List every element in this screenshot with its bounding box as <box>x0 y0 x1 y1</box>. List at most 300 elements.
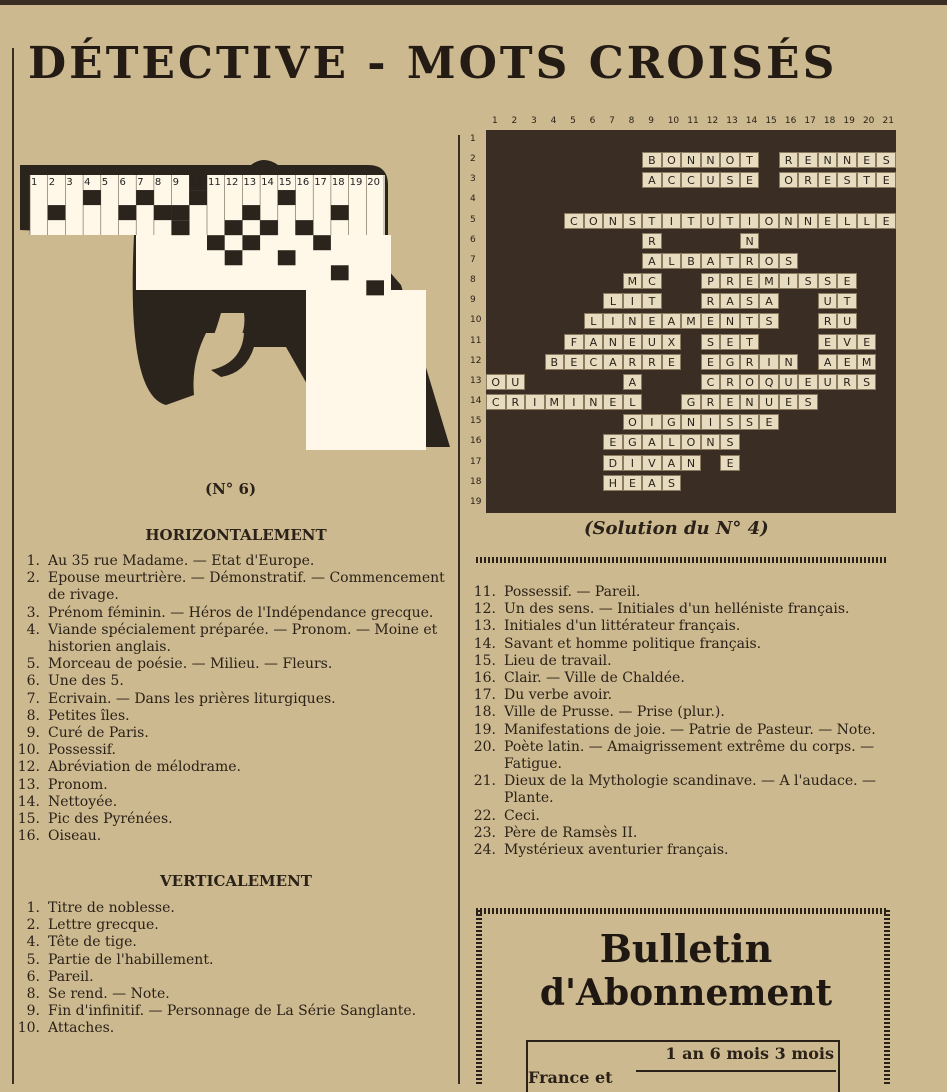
solution-letter-cell: E <box>642 313 662 329</box>
solution-letter-cell: N <box>603 213 623 229</box>
solution-letter-cell: O <box>779 172 799 188</box>
solution-letter-cell: R <box>506 394 526 410</box>
solution-letter-cell: N <box>779 354 799 370</box>
solution-word <box>701 334 760 351</box>
clue-text: Viande spécialement préparée. — Pronom. — Moine et historien anglais. <box>48 621 438 656</box>
solution-letter-cell: I <box>701 414 721 430</box>
solution-column-number: 14 <box>745 116 758 126</box>
solution-column-number: 19 <box>843 116 855 126</box>
vertical-clues <box>10 900 450 1038</box>
solution-word <box>701 273 857 290</box>
solution-letter-cell: E <box>701 313 721 329</box>
clue-item <box>10 759 450 776</box>
clue-item <box>466 842 896 859</box>
pistol-black-cell <box>313 235 331 250</box>
solution-row-number: 15 <box>470 416 482 427</box>
solution-letter-cell: C <box>564 213 584 229</box>
solution-row-number: 9 <box>470 295 476 306</box>
pistol-column-number: 1 <box>31 177 38 188</box>
solution-column-number: 10 <box>667 116 680 126</box>
pistol-column-number: 20 <box>367 177 381 188</box>
clue-number: 14. <box>473 635 496 652</box>
solution-letter-cell: E <box>564 354 584 370</box>
puzzle-number: (N° 6) <box>205 480 257 498</box>
pistol-black-cell <box>242 205 260 220</box>
solution-letter-cell: M <box>623 273 643 289</box>
solution-letter-cell: S <box>759 313 779 329</box>
clue-number: 9. <box>26 725 40 742</box>
solution-letter-cell: I <box>662 213 682 229</box>
clue-text: Ville de Prusse. — Prise (plur.). <box>504 704 725 721</box>
solution-letter-cell: E <box>818 172 838 188</box>
solution-word <box>720 455 740 472</box>
solution-letter-cell: C <box>701 374 721 390</box>
solution-letter-cell: V <box>837 334 857 350</box>
solution-letter-cell: I <box>564 394 584 410</box>
clue-item <box>466 618 896 635</box>
solution-letter-cell: M <box>759 273 779 289</box>
clue-number: 2. <box>26 570 40 587</box>
clue-number: 5. <box>26 951 40 968</box>
solution-letter-cell: A <box>642 253 662 269</box>
clue-text: Du verbe avoir. <box>504 687 613 704</box>
solution-letter-cell: S <box>720 434 740 450</box>
solution-word <box>818 334 877 351</box>
clue-item <box>10 570 450 604</box>
solution-letter-cell: E <box>837 354 857 370</box>
solution-letter-cell: S <box>876 152 896 168</box>
solution-letter-cell: R <box>837 374 857 390</box>
clue-number: 23. <box>473 824 496 841</box>
clue-number: 24. <box>473 842 496 859</box>
clue-text: Possessif. — Pareil. <box>504 584 641 600</box>
pistol-column-number: 9 <box>172 177 179 188</box>
solution-letter-cell: S <box>701 334 721 350</box>
solution-letter-cell: P <box>701 273 721 289</box>
solution-letter-cell: S <box>662 475 682 491</box>
solution-letter-cell: S <box>720 172 740 188</box>
clue-text: Une des 5. <box>48 673 124 690</box>
dotted-divider <box>476 557 886 563</box>
solution-column-number: 18 <box>823 116 836 126</box>
solution-letter-cell: T <box>857 172 877 188</box>
clue-item <box>466 808 896 825</box>
pistol-black-cell <box>366 280 384 295</box>
solution-row-number: 11 <box>470 335 482 346</box>
bulletin-top-border <box>476 908 886 914</box>
solution-row-number: 19 <box>470 496 482 507</box>
solution-letter-cell: E <box>779 394 799 410</box>
solution-letter-cell: A <box>642 475 662 491</box>
solution-word <box>779 152 896 169</box>
solution-letter-cell: O <box>486 374 506 390</box>
solution-letter-cell: E <box>701 354 721 370</box>
clue-item <box>10 708 450 725</box>
clue-number: 8. <box>26 986 40 1003</box>
solution-column-number: 4 <box>550 116 557 126</box>
clue-text: Au 35 rue Madame. — Etat d'Europe. <box>48 553 315 569</box>
clue-item <box>466 722 896 739</box>
solution-letter-cell: N <box>798 213 818 229</box>
solution-column-number: 1 <box>492 116 498 126</box>
solution-row-number: 16 <box>470 436 482 447</box>
solution-letter-cell: E <box>720 334 740 350</box>
pistol-black-cell <box>331 205 349 220</box>
clue-text: Morceau de poésie. — Milieu. — Fleurs. <box>48 656 333 673</box>
solution-letter-cell: E <box>662 354 682 370</box>
clue-text: Ceci. <box>504 807 540 824</box>
solution-letter-cell: T <box>642 293 662 309</box>
solution-letter-cell: L <box>837 213 857 229</box>
clue-item <box>10 952 450 969</box>
solution-letter-cell: C <box>662 172 682 188</box>
solution-word <box>818 313 857 330</box>
clue-item <box>10 622 450 656</box>
pistol-black-cell <box>189 190 207 205</box>
clue-number: 13. <box>473 618 496 635</box>
clue-item <box>466 687 896 704</box>
clue-text: Manifestations de joie. — Patrie de Pasteur. — Note. <box>504 721 876 738</box>
vertical-clues-continued <box>466 584 896 859</box>
solution-letter-cell: G <box>681 394 701 410</box>
pistol-grid-cells <box>16 155 451 460</box>
pistol-column-number: 15 <box>278 177 292 188</box>
clue-item <box>10 969 450 986</box>
pistol-black-cell <box>136 190 154 205</box>
solution-letter-cell: D <box>603 455 623 471</box>
clue-number: 6. <box>26 673 40 690</box>
solution-row-number: 17 <box>470 456 482 467</box>
clue-text: Père de Ramsès II. <box>504 824 638 841</box>
solution-letter-cell: O <box>740 374 760 390</box>
clue-text: Clair. — Ville de Chaldée. <box>504 670 685 687</box>
solution-letter-cell: B <box>545 354 565 370</box>
clue-item <box>466 636 896 653</box>
solution-word <box>779 172 896 189</box>
clue-number: 7. <box>26 690 40 707</box>
pistol-column-number: 5 <box>101 177 109 188</box>
clue-number: 14. <box>17 793 40 810</box>
vertical-heading: VERTICALEMENT <box>160 872 312 890</box>
clue-text: Oiseau. <box>48 828 102 845</box>
solution-word <box>701 293 779 310</box>
solution-letter-cell: A <box>818 354 838 370</box>
solution-letter-cell: O <box>759 213 779 229</box>
clue-text: Ecrivain. — Dans les prières liturgiques. <box>48 690 336 707</box>
solution-letter-cell: U <box>818 374 838 390</box>
solution-letter-cell: S <box>837 172 857 188</box>
pistol-black-cell <box>260 220 278 235</box>
solution-row-number: 5 <box>470 214 476 225</box>
clue-number: 15. <box>473 652 496 669</box>
solution-letter-cell: E <box>603 394 623 410</box>
pistol-column-number: 3 <box>66 177 73 188</box>
clue-item <box>10 673 450 690</box>
solution-letter-cell: L <box>603 293 623 309</box>
solution-word <box>623 414 779 431</box>
clue-number: 10. <box>17 1020 40 1037</box>
solution-letter-cell: A <box>720 293 740 309</box>
clue-item <box>466 584 896 601</box>
clue-item <box>10 605 450 622</box>
solution-word <box>818 293 857 310</box>
solution-letter-cell: M <box>681 313 701 329</box>
solution-letter-cell: E <box>740 172 760 188</box>
clue-number: 12. <box>17 759 40 776</box>
pistol-black-cell <box>331 265 349 280</box>
solution-letter-cell: N <box>701 152 721 168</box>
solution-letter-cell: X <box>662 334 682 350</box>
price-table-line <box>636 1070 836 1074</box>
solution-word <box>603 455 701 472</box>
clue-number: 21. <box>473 773 496 790</box>
clue-item <box>466 825 896 842</box>
bulletin-title: Bulletin <box>599 926 773 971</box>
pistol-black-cell <box>225 220 243 235</box>
solution-letter-cell: E <box>623 334 643 350</box>
price-table <box>526 1040 840 1092</box>
solution-letter-cell: C <box>642 273 662 289</box>
clue-number: 1. <box>26 553 40 569</box>
pistol-black-cell <box>207 235 225 250</box>
clue-item <box>10 691 450 708</box>
solution-letter-cell: S <box>740 293 760 309</box>
solution-letter-cell: E <box>818 334 838 350</box>
center-column-rule <box>458 135 460 1084</box>
solution-letter-cell: I <box>603 313 623 329</box>
solution-letter-cell: N <box>584 394 604 410</box>
solution-letter-cell: C <box>584 354 604 370</box>
solution-column-number: 9 <box>648 116 654 126</box>
clue-text: Partie de l'habillement. <box>48 951 214 968</box>
solution-row-number: 6 <box>470 234 476 245</box>
solution-letter-cell: L <box>623 394 643 410</box>
solution-word <box>584 313 779 330</box>
clue-text: Se rend. — Note. <box>48 986 170 1003</box>
solution-letter-cell: L <box>857 213 877 229</box>
clue-item <box>466 653 896 670</box>
pistol-black-cell <box>172 205 190 220</box>
solution-letter-cell: Q <box>759 374 779 390</box>
solution-letter-cell: R <box>642 354 662 370</box>
solution-word <box>603 293 662 310</box>
solution-letter-cell: N <box>740 233 760 249</box>
solution-word <box>623 374 643 391</box>
solution-column-number: 3 <box>531 116 537 126</box>
solution-letter-cell: R <box>642 233 662 249</box>
solution-letter-cell: N <box>701 434 721 450</box>
solution-row-number: 2 <box>470 154 476 165</box>
solution-word <box>701 354 799 371</box>
solution-column-number: 17 <box>804 116 816 126</box>
solution-word <box>701 374 877 391</box>
solution-column-number: 16 <box>784 116 797 126</box>
solution-letter-cell: R <box>798 172 818 188</box>
solution-letter-cell: T <box>837 293 857 309</box>
solution-row-number: 1 <box>470 134 476 144</box>
pistol-column-number: 6 <box>119 177 126 188</box>
solution-letter-cell: O <box>681 434 701 450</box>
solution-word <box>740 233 760 250</box>
clue-number: 3. <box>26 604 40 621</box>
pistol-column-number: 13 <box>243 177 257 188</box>
pistol-column-number: 12 <box>225 177 239 188</box>
solution-letter-cell: G <box>623 434 643 450</box>
solution-letter-cell: A <box>662 455 682 471</box>
solution-letter-cell: F <box>564 334 584 350</box>
solution-letter-cell: E <box>837 273 857 289</box>
solution-column-number: 20 <box>862 116 875 126</box>
pistol-black-cell <box>296 220 314 235</box>
solution-row-number: 7 <box>470 254 476 265</box>
clue-number: 9. <box>26 1003 40 1020</box>
pistol-black-cell <box>154 205 172 220</box>
solution-letter-cell: N <box>681 152 701 168</box>
solution-letter-cell: O <box>662 152 682 168</box>
solution-letter-cell: M <box>857 354 877 370</box>
solution-caption: (Solution du N° 4) <box>584 518 769 539</box>
solution-column-number: 5 <box>570 116 576 126</box>
solution-letter-cell: L <box>662 253 682 269</box>
solution-letter-cell: E <box>623 475 643 491</box>
clue-number: 16. <box>473 670 496 687</box>
clue-text: Prénom féminin. — Héros de l'Indépendance grecque. <box>48 604 434 621</box>
clue-item <box>10 1003 450 1020</box>
solution-column-number: 7 <box>609 116 615 126</box>
pistol-column-number: 17 <box>314 177 327 188</box>
solution-letter-cell: E <box>876 213 896 229</box>
solution-column-number: 6 <box>589 116 596 126</box>
clue-item <box>466 704 896 721</box>
solution-letter-cell: I <box>623 455 643 471</box>
clue-number: 4. <box>26 621 40 638</box>
horizontal-clues <box>10 553 450 845</box>
solution-letter-cell: G <box>720 354 740 370</box>
solution-letter-cell: T <box>740 313 760 329</box>
clue-number: 2. <box>26 917 40 934</box>
solution-letter-cell: R <box>740 253 760 269</box>
pistol-black-cell <box>242 235 260 250</box>
clue-item <box>10 725 450 742</box>
solution-letter-cell: O <box>584 213 604 229</box>
solution-letter-cell: I <box>740 213 760 229</box>
clue-text: Pronom. <box>48 776 108 793</box>
clue-number: 17. <box>473 687 496 704</box>
solution-word <box>818 354 877 371</box>
clue-text: Abréviation de mélodrame. <box>48 759 241 776</box>
horizontal-heading: HORIZONTALEMENT <box>145 526 327 544</box>
solution-row-number: 4 <box>470 194 476 205</box>
solution-letter-cell: T <box>720 213 740 229</box>
solution-letter-cell: N <box>837 152 857 168</box>
solution-letter-cell: R <box>720 374 740 390</box>
solution-row-number: 13 <box>470 375 482 386</box>
solution-letter-cell: R <box>779 152 799 168</box>
clue-item <box>466 773 896 807</box>
clue-text: Poète latin. — Amaigrissement extrême du corps. — Fatigue. <box>504 738 875 773</box>
solution-word <box>486 394 642 411</box>
pistol-black-cell <box>119 205 137 220</box>
solution-column-number: 21 <box>882 116 894 126</box>
solution-letter-cell: S <box>740 414 760 430</box>
clue-text: Dieux de la Mythologie scandinave. — A l'audace. — Plante. <box>504 773 877 807</box>
solution-letter-cell: U <box>818 293 838 309</box>
solution-letter-cell: N <box>720 313 740 329</box>
clue-number: 5. <box>26 656 40 673</box>
solution-letter-cell: N <box>818 152 838 168</box>
solution-letter-cell: R <box>740 354 760 370</box>
solution-word <box>642 172 759 189</box>
solution-word <box>642 253 798 270</box>
solution-word <box>623 273 662 290</box>
solution-letter-cell: U <box>759 394 779 410</box>
clue-item <box>10 656 450 673</box>
solution-letter-cell: E <box>876 172 896 188</box>
clue-text: Nettoyée. <box>48 793 118 810</box>
pistol-black-cell <box>48 205 66 220</box>
clue-number: 4. <box>26 934 40 951</box>
pistol-black-cell <box>172 220 190 235</box>
solution-letter-cell: H <box>603 475 623 491</box>
clue-number: 15. <box>17 811 40 828</box>
solution-letter-cell: S <box>720 414 740 430</box>
solution-letter-cell: C <box>486 394 506 410</box>
solution-letter-cell: U <box>701 172 721 188</box>
clue-item <box>10 986 450 1003</box>
solution-word <box>642 152 759 169</box>
solution-row-number: 12 <box>470 355 482 366</box>
clue-text: Savant et homme politique français. <box>504 635 762 652</box>
solution-column-number: 13 <box>726 116 738 126</box>
solution-word <box>486 374 525 391</box>
clue-item <box>466 739 896 773</box>
clue-item <box>10 934 450 951</box>
solution-letter-cell: I <box>759 354 779 370</box>
pistol-column-numbers <box>30 177 385 189</box>
solution-letter-cell: N <box>681 414 701 430</box>
solution-word <box>603 475 681 492</box>
clue-item <box>10 553 450 570</box>
solution-letter-cell: E <box>720 455 740 471</box>
solution-word <box>545 354 682 371</box>
solution-letter-cell: A <box>642 172 662 188</box>
solution-word <box>642 233 662 250</box>
price-table-row-label: France et <box>528 1068 613 1087</box>
clue-number: 19. <box>473 721 496 738</box>
solution-letter-cell: N <box>603 334 623 350</box>
clue-text: Petites îles. <box>48 707 130 724</box>
solution-letter-cell: U <box>779 374 799 390</box>
clue-item <box>466 670 896 687</box>
clue-item <box>10 811 450 828</box>
solution-column-number: 2 <box>511 116 518 126</box>
solution-letter-cell: B <box>681 253 701 269</box>
pistol-column-number: 11 <box>208 177 221 188</box>
clue-item <box>10 742 450 759</box>
solution-letter-cell: E <box>798 374 818 390</box>
solution-letter-cell: R <box>720 273 740 289</box>
pistol-column-number: 7 <box>137 177 144 188</box>
clue-text: Titre de noblesse. <box>48 900 175 916</box>
solution-letter-cell: M <box>545 394 565 410</box>
clue-text: Pareil. <box>48 968 94 985</box>
solution-row-number: 10 <box>470 315 482 326</box>
solution-letter-cell: T <box>681 213 701 229</box>
solution-letter-cell: E <box>857 152 877 168</box>
clue-text: Fin d'infinitif. — Personnage de La Série Sanglante. <box>48 1003 417 1020</box>
solution-letter-cell: E <box>740 273 760 289</box>
solution-column-numbers <box>486 116 896 130</box>
